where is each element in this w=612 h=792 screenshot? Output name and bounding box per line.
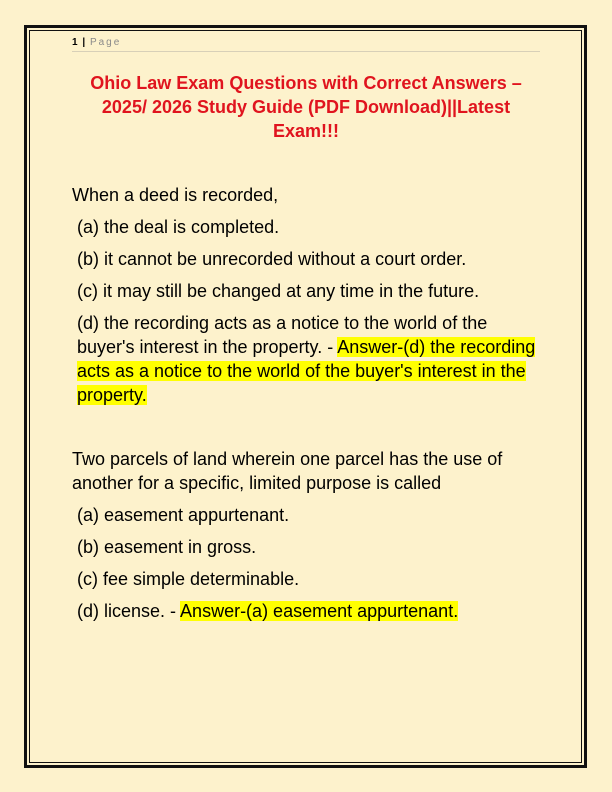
option-c: (c) it may still be changed at any time in the future.	[77, 281, 480, 301]
question-text: When a deed is recorded,	[72, 185, 279, 205]
page-header	[72, 36, 540, 52]
page-number: 1	[72, 37, 78, 48]
page-label: Page	[89, 37, 122, 48]
option-b: (b) it cannot be unrecorded without a court order.	[77, 249, 467, 269]
option-d: (d) license. -	[77, 601, 181, 621]
question-block	[72, 447, 542, 623]
option-b: (b) easement in gross.	[77, 537, 257, 557]
document-title: Ohio Law Exam Questions with Correct Answers – 2025/ 2026 Study Guide (PDF Download)||Latest Exam!!!	[90, 73, 522, 141]
page-separator: |	[82, 37, 86, 48]
answer-highlight: Answer-(a) easement appurtenant.	[180, 601, 459, 621]
option-a: (a) the deal is completed.	[77, 217, 280, 237]
question-text: Two parcels of land wherein one parcel has the use of another for a specific, limited purpose is called	[72, 449, 503, 493]
answer-highlight: Answer-(d) the recording acts as a notice to the world of the buyer's interest in the property.	[77, 337, 536, 405]
option-d-with-answer	[72, 599, 542, 623]
option-a: (a) easement appurtenant.	[77, 505, 290, 525]
option-c: (c) fee simple determinable.	[77, 569, 300, 589]
option-d-with-answer	[72, 311, 542, 407]
option-d: (d) the recording acts as a notice to the world of the buyer's interest in the property. -	[77, 313, 488, 357]
document-body	[72, 183, 542, 623]
question-block	[72, 183, 542, 407]
